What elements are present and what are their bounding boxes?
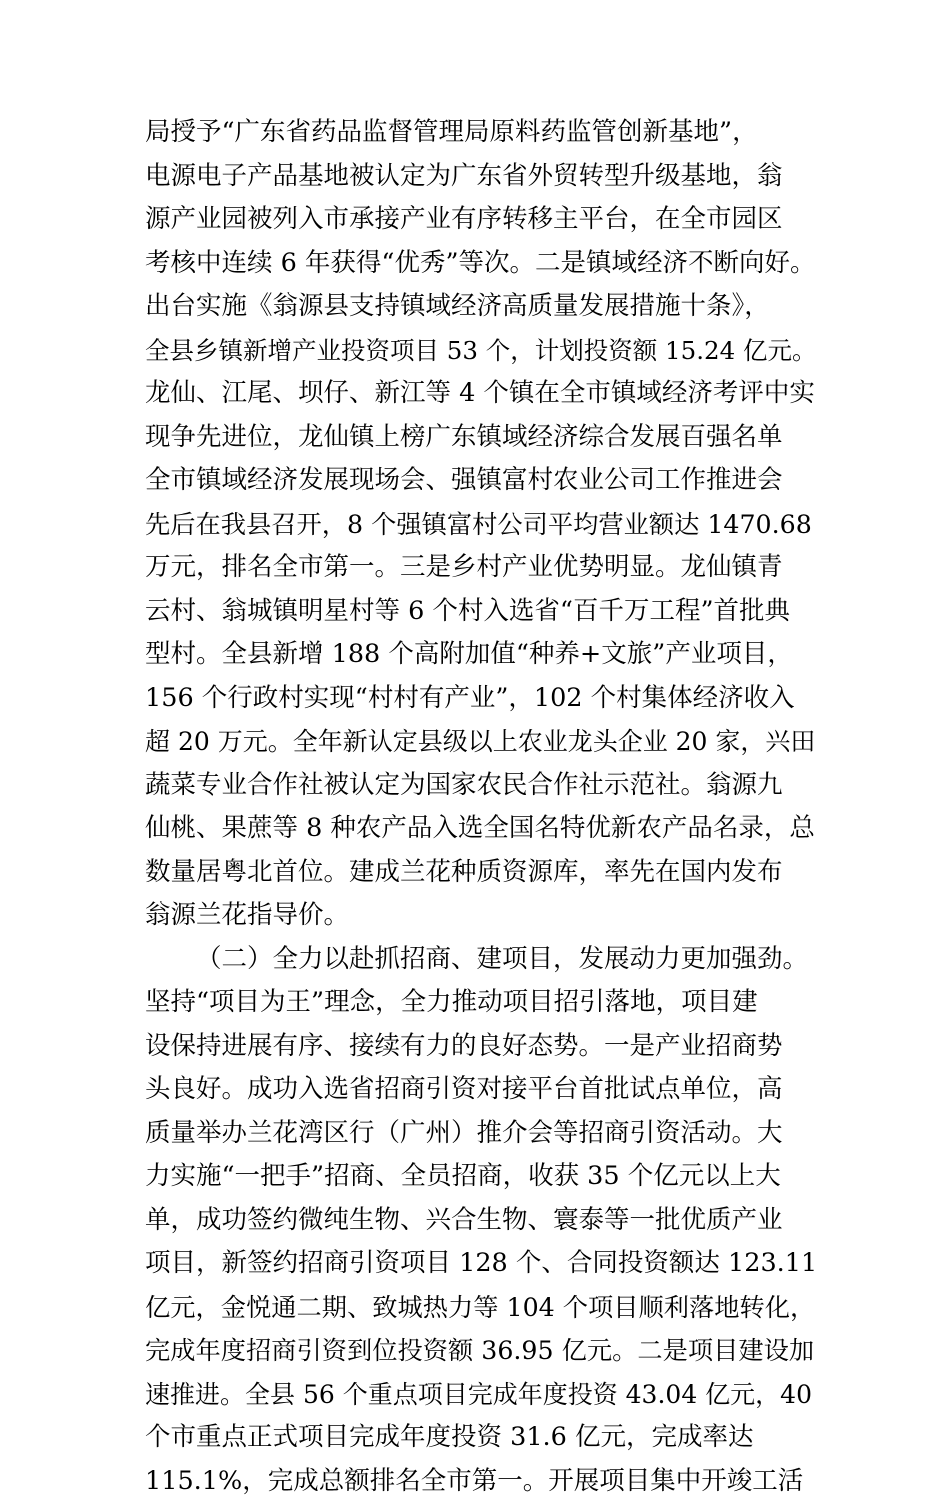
text-line: 源产业园被列入市承接产业有序转移主平台，在全市园区 <box>145 198 815 242</box>
text-line: 考核中连续 6 年获得“优秀”等次。二是镇域经济不断向好。 <box>145 242 815 286</box>
section-heading: （二）全力以赴抓招商、建项目，发展动力更加强劲。 <box>145 938 815 982</box>
text-line: 完成年度招商引资到位投资额 36.95 亿元。二是项目建设加 <box>145 1329 815 1373</box>
text-line: 115.1%，完成总额排名全市第一。开展项目集中开竣工活 <box>145 1460 815 1503</box>
text-line: 全县乡镇新增产业投资项目 53 个，计划投资额 15.24 亿元。 <box>145 329 815 373</box>
text-line: 局授予“广东省药品监督管理局原料药监管创新基地”， <box>145 111 815 155</box>
text-line: 亿元，金悦通二期、致城热力等 104 个项目顺利落地转化， <box>145 1286 815 1330</box>
text-line: 设保持进展有序、接续有力的良好态势。一是产业招商势 <box>145 1025 815 1069</box>
text-line: 力实施“一把手”招商、全员招商，收获 35 个亿元以上大 <box>145 1155 815 1199</box>
text-line: 翁源兰花指导价。 <box>145 894 815 938</box>
text-line: 坚持“项目为王”理念，全力推动项目招引落地，项目建 <box>145 981 815 1025</box>
text-line: 万元，排名全市第一。三是乡村产业优势明显。龙仙镇青 <box>145 546 815 590</box>
text-line: 全市镇域经济发展现场会、强镇富村农业公司工作推进会 <box>145 459 815 503</box>
body-text <box>145 111 815 1503</box>
text-line: 现争先进位，龙仙镇上榜广东镇域经济综合发展百强名单 <box>145 416 815 460</box>
text-line: 头良好。成功入选省招商引资对接平台首批试点单位，高 <box>145 1068 815 1112</box>
text-line: 型村。全县新增 188 个高附加值“种养+文旅”产业项目， <box>145 633 815 677</box>
text-line: 蔬菜专业合作社被认定为国家农民合作社示范社。翁源九 <box>145 764 815 808</box>
text-line: 项目，新签约招商引资项目 128 个、合同投资额达 123.11 <box>145 1242 815 1286</box>
text-line: 数量居粤北首位。建成兰花种质资源库，率先在国内发布 <box>145 851 815 895</box>
text-line: 单，成功签约微纯生物、兴合生物、寰泰等一批优质产业 <box>145 1199 815 1243</box>
text-line: 超 20 万元。全年新认定县级以上农业龙头企业 20 家，兴田 <box>145 720 815 764</box>
text-line: 先后在我县召开，8 个强镇富村公司平均营业额达 1470.68 <box>145 503 815 547</box>
text-line: 速推进。全县 56 个重点项目完成年度投资 43.04 亿元，40 <box>145 1373 815 1417</box>
text-line: 电源电子产品基地被认定为广东省外贸转型升级基地，翁 <box>145 155 815 199</box>
text-line: 出台实施《翁源县支持镇域经济高质量发展措施十条》， <box>145 285 815 329</box>
text-line: 龙仙、江尾、坝仔、新江等 4 个镇在全市镇域经济考评中实 <box>145 372 815 416</box>
text-line: 156 个行政村实现“村村有产业”，102 个村集体经济收入 <box>145 677 815 721</box>
text-line: 质量举办兰花湾区行（广州）推介会等招商引资活动。大 <box>145 1112 815 1156</box>
text-line: 云村、翁城镇明星村等 6 个村入选省“百千万工程”首批典 <box>145 590 815 634</box>
text-line: 仙桃、果蔗等 8 种农产品入选全国名特优新农产品名录，总 <box>145 807 815 851</box>
text-line: 个市重点正式项目完成年度投资 31.6 亿元，完成率达 <box>145 1416 815 1460</box>
